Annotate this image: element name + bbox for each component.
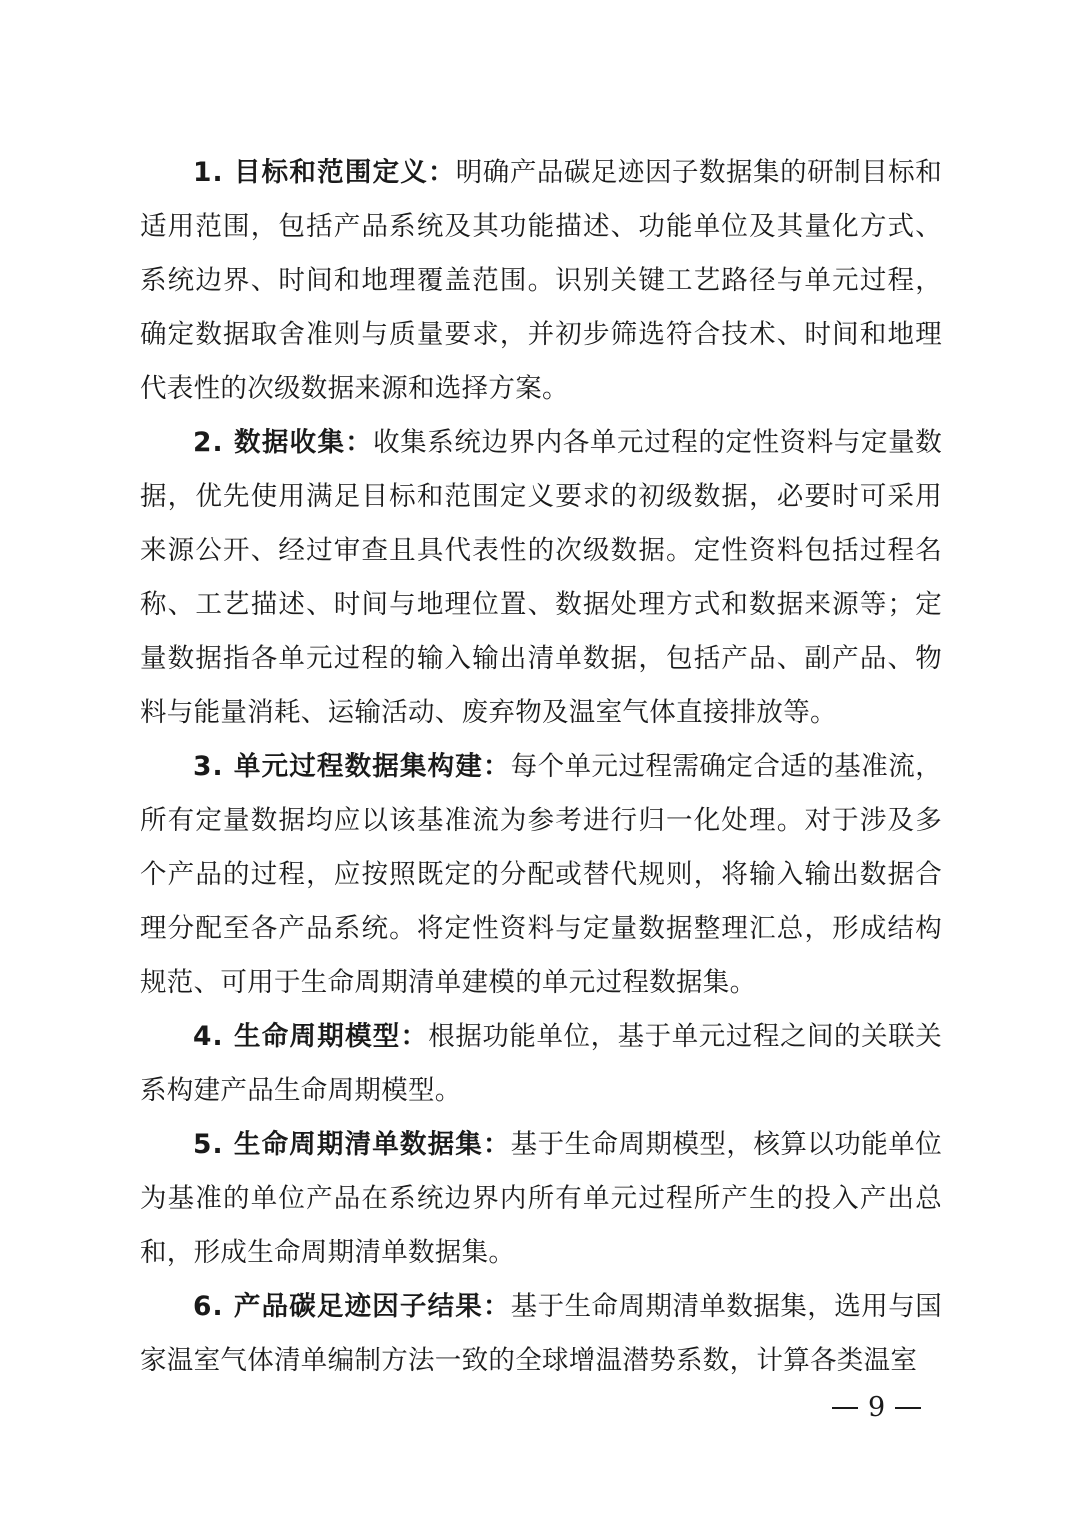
paragraph-lifecycle-inventory xyxy=(140,1118,942,1280)
page-number xyxy=(832,1388,952,1428)
paragraph-heading: 1. 目标和范围定义： xyxy=(193,157,456,188)
paragraph-text: 收集系统边界内各单元过程的定性资料与定量数据，优先使用满足目标和范围定义要求的初级数据，必要时可采用来源公开、经过审查且具代表性的次级数据。定性资料包括过程名称、工艺描述、时间与地理位置、数据处理方式和数据来源等；定量数据指各单元过程的输入输出清单数据，包括产品、副产品、物料与能量消耗、运输活动、废弃物及温室气体直接排放等。 xyxy=(140,427,942,728)
paragraph-text: 基于生命周期模型，核算以功能单位为基准的单位产品在系统边界内所有单元过程所产生的投入产出总和，形成生命周期清单数据集。 xyxy=(140,1129,942,1268)
paragraph-heading: 4. 生命周期模型： xyxy=(193,1021,429,1052)
dash-right xyxy=(895,1407,921,1409)
paragraph-unit-process xyxy=(140,740,942,1010)
paragraph-heading: 3. 单元过程数据集构建： xyxy=(193,751,511,782)
dash-left xyxy=(832,1407,858,1409)
paragraph-heading: 2. 数据收集： xyxy=(193,427,374,458)
paragraph-carbon-footprint-result xyxy=(140,1280,942,1388)
paragraph-text: 基于生命周期清单数据集，选用与国家温室气体清单编制方法一致的全球增温潜势系数，计算各类温室 xyxy=(140,1291,942,1376)
paragraph-data-collection xyxy=(140,416,942,740)
paragraph-goal-scope xyxy=(140,146,942,416)
paragraph-heading: 5. 生命周期清单数据集： xyxy=(193,1129,511,1160)
page-number-value: 9 xyxy=(868,1392,886,1423)
paragraph-heading: 6. 产品碳足迹因子结果： xyxy=(193,1291,511,1322)
document-body xyxy=(140,146,942,1388)
paragraph-text: 每个单元过程需确定合适的基准流，所有定量数据均应以该基准流为参考进行归一化处理。对于涉及多个产品的过程，应按照既定的分配或替代规则，将输入输出数据合理分配至各产品系统。将定性资料与定量数据整理汇总，形成结构规范、可用于生命周期清单建模的单元过程数据集。 xyxy=(140,751,942,998)
paragraph-text: 明确产品碳足迹因子数据集的研制目标和适用范围，包括产品系统及其功能描述、功能单位及其量化方式、系统边界、时间和地理覆盖范围。识别关键工艺路径与单元过程，确定数据取舍准则与质量要求，并初步筛选符合技术、时间和地理代表性的次级数据来源和选择方案。 xyxy=(140,157,942,404)
paragraph-lifecycle-model xyxy=(140,1010,942,1118)
paragraph-text: 根据功能单位，基于单元过程之间的关联关系构建产品生命周期模型。 xyxy=(140,1021,943,1106)
